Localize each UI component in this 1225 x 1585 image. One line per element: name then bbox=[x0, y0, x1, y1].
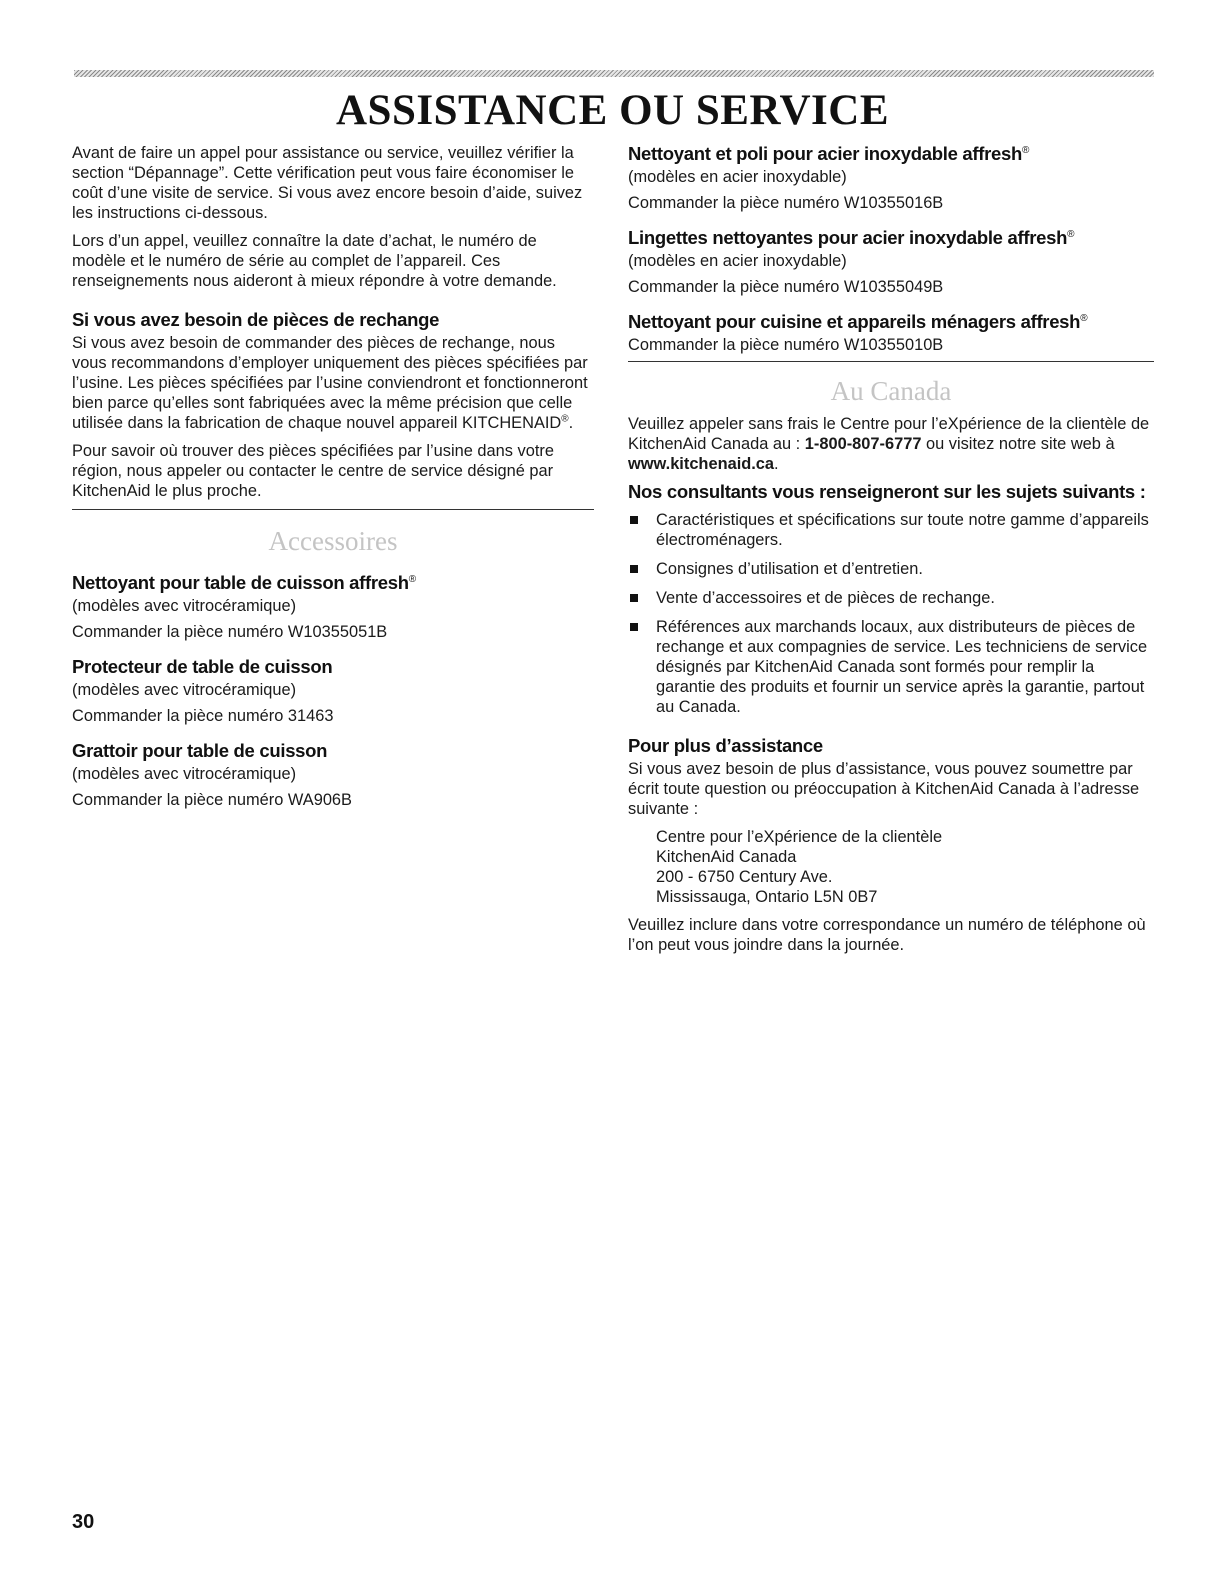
bullet-icon bbox=[630, 623, 638, 631]
accessory-models: (modèles en acier inoxydable) bbox=[628, 252, 847, 270]
right-column bbox=[628, 143, 1154, 963]
accessory-models: (modèles avec vitrocéramique) bbox=[72, 681, 297, 699]
left-column bbox=[72, 143, 594, 824]
bullet-icon bbox=[630, 565, 638, 573]
accessory-order: Commander la pièce numéro WA906B bbox=[72, 791, 352, 809]
accessory-name: Protecteur de table de cuisson bbox=[72, 656, 333, 677]
accessory-models: (modèles avec vitrocéramique) bbox=[72, 597, 297, 615]
phone-number: 1-800-807-6777 bbox=[804, 435, 922, 453]
accessory-order: Commander la pièce numéro 31463 bbox=[72, 707, 334, 725]
website-link[interactable]: www.kitchenaid.ca bbox=[628, 455, 775, 473]
bullet-icon bbox=[630, 594, 638, 602]
section-divider bbox=[72, 509, 594, 510]
accessory-models: (modèles avec vitrocéramique) bbox=[72, 765, 297, 783]
list-item: Références aux marchands locaux, aux distributeurs de pièces de rechange et aux compagnies de service. Les techniciens de service désignés par KitchenAid Canada sont formés pour remplir la garantie des produits et fournir un service après la garantie, partout au Canada. bbox=[628, 617, 1154, 717]
address-line: Centre pour l’eXpérience de la clientèle bbox=[656, 828, 943, 846]
address-line: 200 - 6750 Century Ave. bbox=[656, 868, 833, 886]
bullet-icon bbox=[630, 516, 638, 524]
header-pattern-band bbox=[74, 70, 1154, 77]
section-divider bbox=[628, 361, 1154, 362]
accessory-name: Lingettes nettoyantes pour acier inoxydable affresh® bbox=[628, 227, 1075, 248]
more-help-paragraph: Si vous avez besoin de plus d’assistance, vous pouvez soumettre par écrit toute question ou préoccupation à KitchenAid Canada à l’adresse suivante : bbox=[628, 760, 1140, 818]
accessory-item bbox=[628, 143, 1154, 213]
accessory-order: Commander la pièce numéro W10355049B bbox=[628, 278, 944, 296]
more-help-heading: Pour plus d’assistance bbox=[628, 735, 823, 756]
accessory-order: Commander la pièce numéro W10355010B bbox=[628, 336, 944, 354]
intro-paragraph: Avant de faire un appel pour assistance ou service, veuillez vérifier la section “Dépannage”. Cette vérification peut vous faire économiser le coût d’une visite de service. Si vous avez encore besoin d’aide, suivez les instructions ci-dessous. bbox=[72, 144, 583, 222]
mailing-address bbox=[628, 827, 1154, 907]
page-number: 30 bbox=[72, 1511, 95, 1533]
list-item: Consignes d’utilisation et d’entretien. bbox=[628, 559, 1154, 579]
accessory-item bbox=[72, 572, 594, 642]
replacement-parts-paragraph-2: Pour savoir où trouver des pièces spécifiées par l’usine dans votre région, nous appeler ou contacter le centre de service désigné par KitchenAid le plus proche. bbox=[72, 442, 554, 500]
accessory-name: Nettoyant et poli pour acier inoxydable affresh® bbox=[628, 143, 1030, 164]
canada-heading: Au Canada bbox=[830, 376, 952, 406]
canada-call-paragraph: Veuillez appeler sans frais le Centre pour l’eXpérience de la clientèle de KitchenAid Canada au : 1-800-807-6777 ou visitez notre site web à www.kitchenaid.ca. bbox=[628, 415, 1150, 473]
topics-list bbox=[628, 510, 1154, 717]
intro-paragraph: Lors d’un appel, veuillez connaître la date d’achat, le numéro de modèle et le numéro de série au complet de l’appareil. Ces renseignements nous aideront à mieux répondre à votre demande. bbox=[72, 232, 557, 290]
accessory-order: Commander la pièce numéro W10355051B bbox=[72, 623, 388, 641]
list-item: Caractéristiques et spécifications sur toute notre gamme d’appareils électroménagers. bbox=[628, 510, 1154, 550]
accessory-order: Commander la pièce numéro W10355016B bbox=[628, 194, 944, 212]
accessory-name: Nettoyant pour table de cuisson affresh® bbox=[72, 572, 416, 593]
accessory-name: Nettoyant pour cuisine et appareils ménagers affresh® bbox=[628, 311, 1088, 332]
accessory-item bbox=[72, 740, 594, 810]
closing-paragraph: Veuillez inclure dans votre correspondance un numéro de téléphone où l’on peut vous joindre dans la journée. bbox=[628, 916, 1146, 954]
page-title: ASSISTANCE OU SERVICE bbox=[335, 87, 890, 134]
replacement-parts-heading: Si vous avez besoin de pièces de rechange bbox=[72, 309, 440, 330]
accessory-item bbox=[72, 656, 594, 726]
accessory-item bbox=[628, 227, 1154, 297]
accessory-models: (modèles en acier inoxydable) bbox=[628, 168, 847, 186]
accessory-name: Grattoir pour table de cuisson bbox=[72, 740, 328, 761]
topics-heading: Nos consultants vous renseigneront sur les sujets suivants : bbox=[628, 481, 1146, 502]
address-line: KitchenAid Canada bbox=[656, 848, 797, 866]
accessory-item bbox=[628, 311, 1154, 355]
registered-mark: ® bbox=[561, 413, 569, 425]
address-line: Mississauga, Ontario L5N 0B7 bbox=[656, 888, 878, 906]
replacement-parts-paragraph: Si vous avez besoin de commander des pièces de rechange, nous vous recommandons d’employer uniquement des pièces spécifiées par l’usine. Les pièces spécifiées par l’usine conviendront et fonctionneront bien parce qu’elles sont fabriquées avec la même précision que celle utilisée dans la fabrication de chaque nouvel appareil KITCHENAID®. bbox=[72, 334, 588, 432]
accessories-heading: Accessoires bbox=[268, 526, 398, 556]
list-item: Vente d’accessoires et de pièces de rechange. bbox=[628, 588, 1154, 608]
